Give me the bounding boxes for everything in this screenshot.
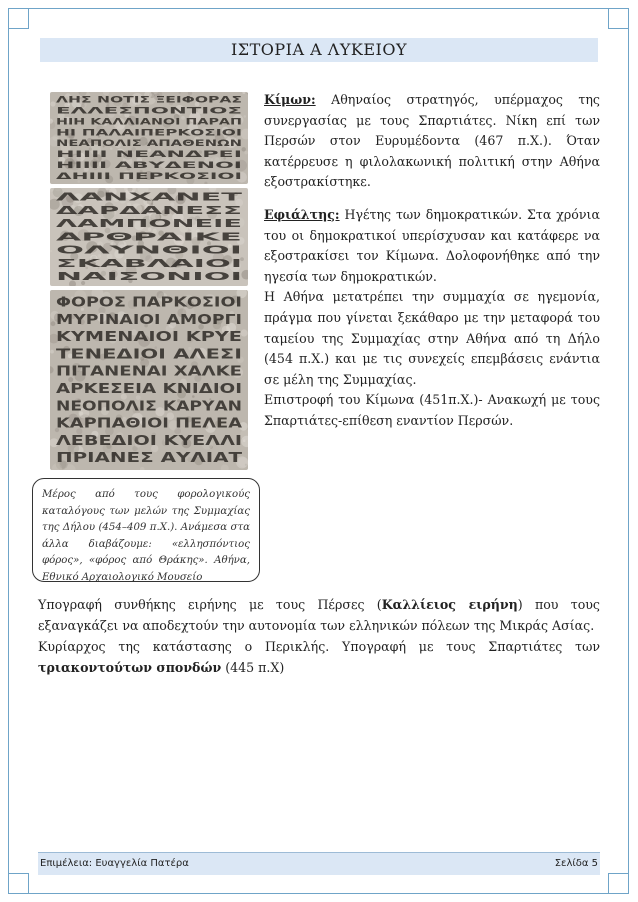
footer-page-number: Σελίδα 5 (554, 858, 598, 869)
inscription-line: ΟΛΥΝΘΙΟΙ (56, 244, 242, 257)
kallias-text-before: Υπογραφή συνθήκης ειρήνης με τους Πέρσες ( (38, 597, 382, 612)
image-caption: Μέρος από τους φορολογικούς καταλόγους των μελών της Συμμαχίας της Δήλου (454–409 π.Χ.). Ανάμεσα στα άλλα διαβάζουμε: «ελλησπόντιος φόρος», «φόρος από Θράκης». Αθήνα, Εθνικό Αρχαιολογικό Μουσείο (32, 478, 260, 582)
inscription-line: ΠΙΤΑΝΕΝΑΙ ΧΑΛΚΕ (56, 364, 242, 380)
inscription-line: ΤΕΝΕΔΙΟΙ ΑΛΕΣΙ (56, 347, 242, 363)
inscription-photo-1 (50, 92, 248, 184)
inscription-photo-3 (50, 290, 248, 470)
efialtis-text: Ηγέτης των δημοκρατικών. Στα χρόνια του οι δημοκρατικοί υπερίσχυσαν και κατάφερε να εξοστρακίσει τον Κίμωνα. Δολοφονήθηκε από την ηγεσία των δημοκρατικών. (264, 206, 600, 284)
page-footer (38, 852, 600, 875)
inscription-photo-2 (50, 188, 248, 286)
pericles-paragraph (38, 636, 600, 678)
stone-texture-spot (244, 151, 248, 155)
inscription-line: ΛΕΒΕΔΙΟΙ ΚΥΕΛΛΙ (56, 433, 242, 449)
inscription-line: ΛΗΣ ΝΟΤΙΣ ΞΕΙΦΟΡΑΣ (56, 95, 243, 106)
hegemony-paragraph: Η Αθήνα μετατρέπει την συμμαχία σε ηγεμονία, πράγμα που γίνεται ξεκάθαρο με την μεταφορά του ταμείου της Συμμαχίας στην Αθήνα από τη Δήλο (454 π.Χ.) και με τις συνεχείς επεμβάσεις ενάντια σε μέλη της Συμμαχίας. (264, 289, 600, 387)
stone-texture-spot (50, 350, 54, 354)
inscription-line: ΛΑΜΠΟΝΕΙΕ (56, 218, 242, 231)
inscription-line: ΣΚΑΒΛΑΙΟΙ (56, 257, 242, 270)
footer-author: Επιμέλεια: Ευαγγελία Πατέρα (40, 858, 189, 869)
corner-mark-bottom-left (8, 873, 29, 894)
efialtis-paragraph (264, 205, 600, 287)
inscription-line: ΔΗΙΙΙ ΠΕΡΚΟΣΙΟΙ (56, 172, 242, 183)
inscription-line: ΠΡΙΑΝΕΣ ΑΥΛΙΑΤ (56, 451, 243, 467)
inscription-line: ΑΡΘΡΑΙΚΕ (56, 231, 242, 244)
kimon-return-paragraph: Επιστροφή του Κίμωνα (451π.Χ.)- Ανακωχή με τους Σπαρτιάτες-επίθεση εναντίον Περσών. (264, 392, 600, 428)
inscription-line: ΝΑΙΣΟΝΙΟΙ (56, 271, 242, 283)
inscription-line: ΚΥΜΕΝΑΙΟΙ ΚΡΥΕ (56, 330, 242, 346)
inscription-line: ΕΛΛΕΣΠΟΝΤΙΟΣ (56, 106, 243, 117)
inscription-line: ΗΙΙΙΙ ΝΕΑΝΔΡΕΙ (56, 150, 242, 161)
kimon-text: Αθηναίος στρατηγός, υπέρμαχος της συνεργασίας με τους Σπαρτιάτες. Νίκη επί των Περσών στον Ευρυμέδοντα (467 π.Χ.). Όταν κατέρρευσε η φιλολακωνική πολιτική στην Αθήνα εξοστρακίστηκε. (264, 92, 600, 190)
pericles-text-before: Κυρίαρχος της κατάστασης ο Περικλής. Υπογραφή με τους Σπαρτιάτες των (38, 639, 600, 654)
inscription-line: ΦΟΡΟΣ ΠΑΡΚΟΣΙΟΙ (56, 295, 242, 311)
thirty-years-peace-term: τριακοντούτων σπονδών (38, 660, 222, 675)
inscription-line: ΛΑΝΧΑΝΕΤ (56, 191, 242, 204)
stone-texture-spot (51, 321, 56, 326)
inscription-line: ΜΥΡΙΝΑΙΟΙ ΑΜΟΡΓΙ (56, 312, 242, 328)
kimon-term: Κίμων: (264, 92, 316, 107)
pericles-text-after: (445 π.Χ) (221, 660, 285, 675)
stone-texture-spot (50, 250, 52, 252)
inscription-line: ΑΡΚΕΣΕΙΑ ΚΝΙΔΙΟΙ (56, 382, 242, 397)
kallias-text-after: ) που τους εξαναγκάζει να αποδεχτούν την αυτονομία των ελληνικών πόλεων της Μικράς Ασίας. (38, 597, 600, 633)
efialtis-term: Εφιάλτης: (264, 206, 340, 222)
inscription-line: ΝΕΟΠΟΛΙΣ ΚΑΡΥΑΝ (56, 399, 242, 415)
inscription-images (50, 92, 248, 472)
kimon-paragraph (264, 90, 600, 193)
inscription-line: ΚΑΡΠΑΘΙΟΙ ΠΕΛΕΑ (56, 416, 242, 432)
bottom-text (38, 594, 600, 678)
inscription-line: ΗΙ ΠΑΛΑΙΠΕΡΚΟΣΙΟΙ (56, 128, 242, 139)
kallias-paragraph (38, 594, 600, 636)
stone-texture-spot (50, 101, 55, 106)
page-title: ΙΣΤΟΡΙΑ Α ΛΥΚΕΙΟΥ (40, 38, 598, 62)
kallias-peace-term: Καλλίειος ειρήνη (381, 597, 518, 612)
inscription-line: ΗΙΗ ΚΑΛΛΙΑΝΟΙ ΠΑΡΑΠ (56, 117, 242, 128)
corner-mark-top-left (8, 8, 29, 29)
main-text-column (264, 90, 600, 432)
corner-mark-top-right (608, 8, 629, 29)
inscription-line: ΗΙΙΙΙ ΑΒΥΔΕΝΟΙ (56, 161, 242, 172)
inscription-line: ΝΕΑΠΟΛΙΣ ΑΠΑΘΕΝΩΝ (56, 139, 242, 150)
corner-mark-bottom-right (608, 873, 629, 894)
inscription-line: ΔΑΡΔΑΝΕΣΣ (56, 204, 242, 217)
stone-texture-spot (242, 147, 246, 151)
stone-texture-spot (244, 115, 247, 118)
